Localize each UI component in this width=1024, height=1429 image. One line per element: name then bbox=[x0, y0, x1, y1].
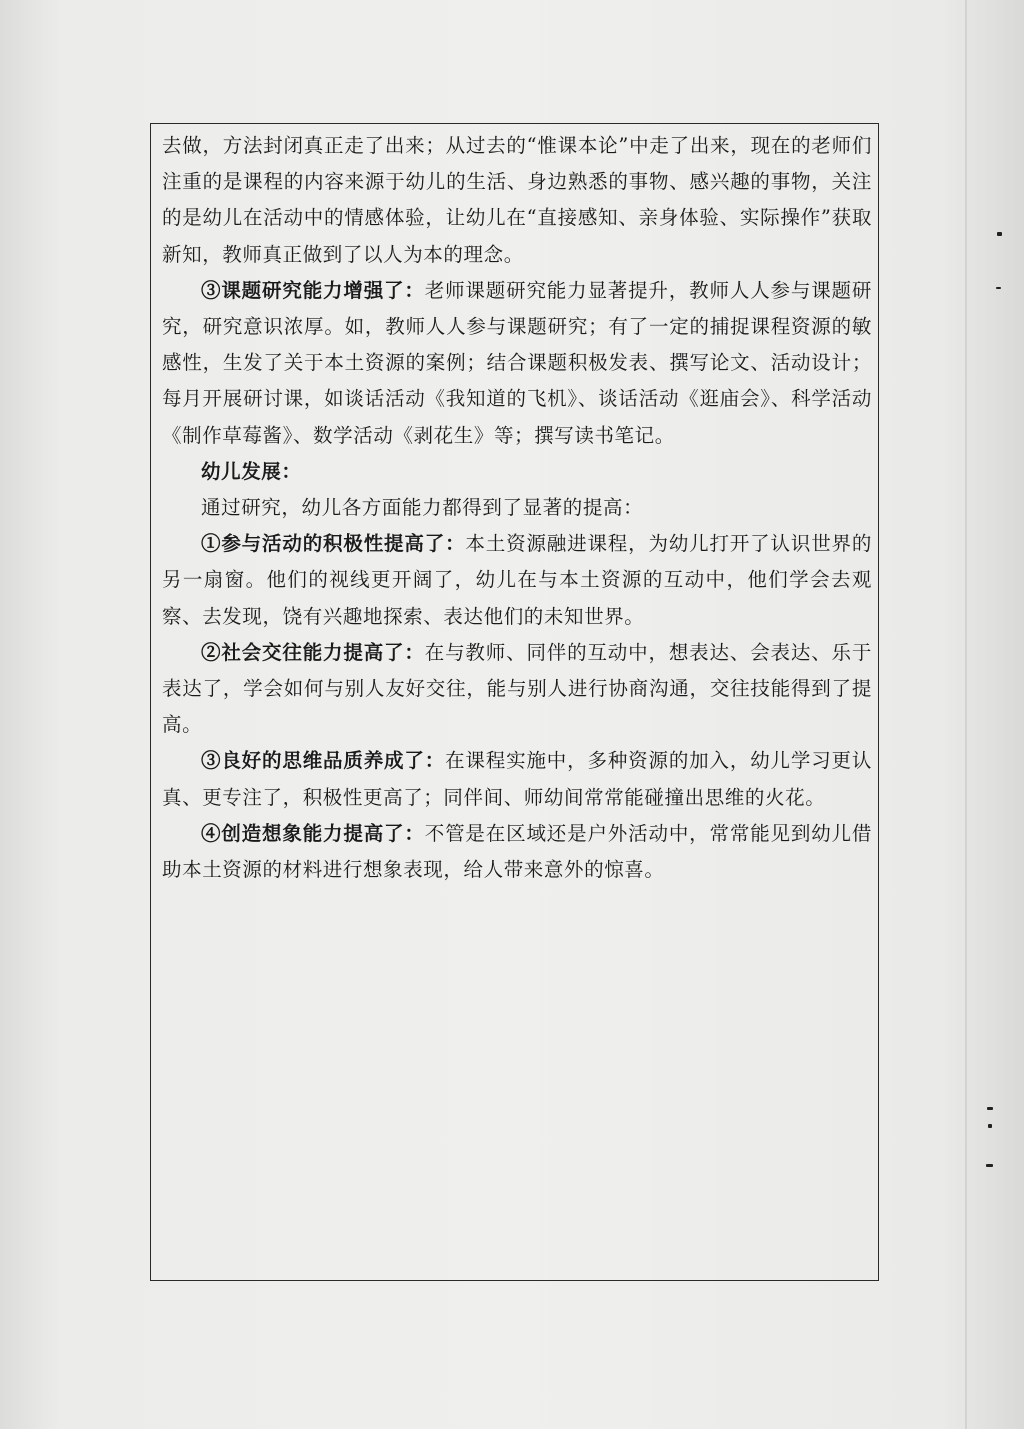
item-body: 在课程实施中，多种资源的加入，幼儿学习更认真、更专注了，积极性更高了；同伴间、师幼间常常能碰撞出思维的火花。 bbox=[162, 749, 872, 809]
margin-mark bbox=[996, 287, 1001, 289]
item-heading: ②社会交往能力提高了： bbox=[201, 640, 425, 664]
child-item-2 bbox=[162, 635, 872, 744]
document-body bbox=[162, 128, 872, 888]
margin-mark bbox=[987, 1107, 993, 1110]
item-heading: ③良好的思维品质养成了： bbox=[201, 749, 446, 773]
margin-mark bbox=[988, 1124, 992, 1128]
item-body: 在与教师、同伴的互动中，想表达、会表达、乐于表达了，学会如何与别人友好交往，能与别人进行协商沟通，交往技能得到了提高。 bbox=[162, 640, 872, 737]
section-intro: 通过研究，幼儿各方面能力都得到了显著的提高： bbox=[201, 496, 644, 520]
item-heading: ④创造想象能力提高了： bbox=[201, 821, 425, 845]
child-item-4 bbox=[162, 816, 872, 888]
item-heading: ③课题研究能力增强了： bbox=[201, 278, 425, 302]
item-body: 不管是在区域还是户外活动中，常常能见到幼儿借助本土资源的材料进行想象表现，给人带来意外的惊喜。 bbox=[162, 821, 872, 882]
child-item-3 bbox=[162, 743, 872, 815]
intro-paragraph: 去做，方法封闭真正走了出来；从过去的“惟课本论”中走了出来，现在的老师们注重的是课程的内容来源于幼儿的生活、身边熟悉的事物、感兴趣的事物，关注的是幼儿在活动中的情感体验，让幼儿在“直接感知、亲身体验、实际操作”获取新知，教师真正做到了以人为本的理念。 bbox=[162, 134, 872, 266]
margin-mark bbox=[997, 232, 1002, 236]
item-heading: ①参与活动的积极性提高了： bbox=[201, 532, 466, 556]
child-item-1 bbox=[162, 526, 872, 635]
item-body: 本土资源融进课程，为幼儿打开了认识世界的另一扇窗。他们的视线更开阔了，幼儿在与本土资源的互动中，他们学会去观察、去发现，饶有兴趣地探索、表达他们的未知世界。 bbox=[162, 532, 872, 628]
item-body: 老师课题研究能力显著提升，教师人人参与课题研究，研究意识浓厚。如，教师人人参与课题研究；有了一定的捕捉课程资源的敏感性，生发了关于本土资源的案例；结合课题积极发表、撰写论文、活动设计；每月开展研讨课，如谈话活动《我知道的飞机》、谈话活动《逛庙会》、科学活动《制作草莓酱》、数学活动《剥花生》等；撰写读书笔记。 bbox=[162, 278, 872, 447]
paper-fold-shadow bbox=[965, 0, 967, 1429]
section-heading: 幼儿发展： bbox=[201, 459, 302, 483]
teacher-research-item bbox=[162, 273, 872, 454]
margin-mark bbox=[986, 1164, 993, 1167]
